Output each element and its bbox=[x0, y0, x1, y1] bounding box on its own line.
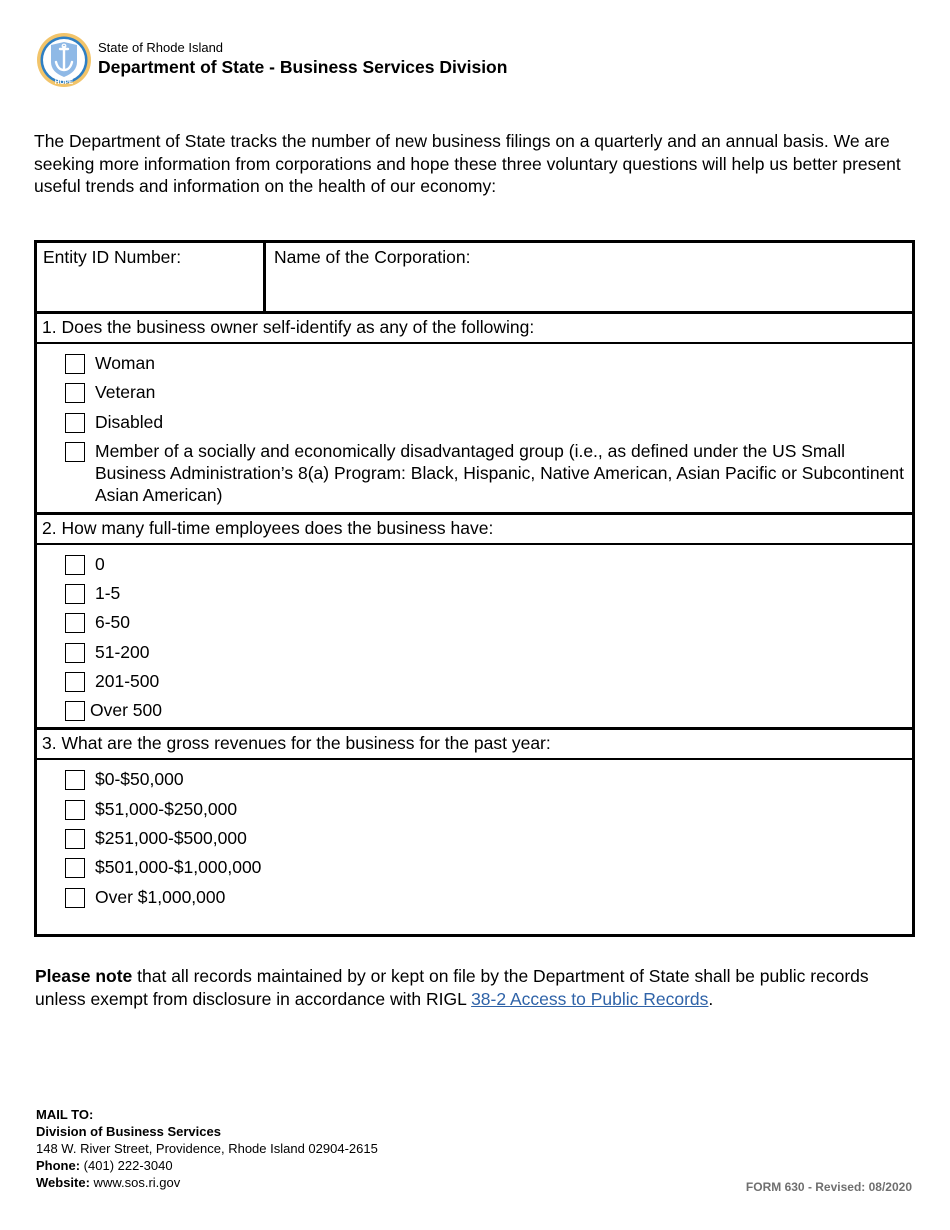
checkbox-employees-6-50[interactable] bbox=[65, 613, 85, 633]
option-label: Member of a socially and economically disadvantaged group (i.e., as defined under the US Small Business Administration’s 8(a) Program: Black, Hispanic, Native American, Asian Pacific or Subcontinent Asian American) bbox=[95, 440, 904, 505]
option-revenue-over-1m[interactable] bbox=[65, 886, 912, 908]
checkbox-employees-51-200[interactable] bbox=[65, 643, 85, 663]
question-1-heading: 1. Does the business owner self-identify as any of the following: bbox=[37, 314, 912, 344]
phone-line bbox=[36, 1157, 378, 1174]
option-revenue-0-50k[interactable] bbox=[65, 768, 912, 790]
division-name: Division of Business Services bbox=[36, 1124, 221, 1139]
option-label: Over $1,000,000 bbox=[95, 886, 226, 907]
question-2-heading: 2. How many full-time employees does the business have: bbox=[37, 515, 912, 545]
intro-paragraph: The Department of State tracks the number of new business filings on a quarterly and an annual basis. We are seeking more information from corporations and hope these three voluntary questions will help us better present useful trends and information on the health of our economy: bbox=[34, 131, 901, 196]
website-label: Website: bbox=[36, 1175, 90, 1190]
option-label: 0 bbox=[95, 553, 105, 574]
checkbox-revenue-251k-500k[interactable] bbox=[65, 829, 85, 849]
identification-row bbox=[37, 243, 912, 314]
rhode-island-seal-icon bbox=[36, 32, 92, 88]
option-label: $0-$50,000 bbox=[95, 769, 184, 790]
form-revision-label: FORM 630 - Revised: 08/2020 bbox=[745, 1180, 912, 1194]
option-label: 1-5 bbox=[95, 583, 121, 604]
option-label: Over 500 bbox=[90, 700, 162, 721]
option-employees-51-200[interactable] bbox=[65, 641, 912, 663]
corporation-name-label: Name of the Corporation: bbox=[274, 247, 471, 267]
option-employees-1-5[interactable] bbox=[65, 582, 912, 604]
note-lead: Please note bbox=[35, 966, 133, 986]
option-disadvantaged-group[interactable] bbox=[65, 440, 912, 506]
department-title: Department of State - Business Services Division bbox=[98, 57, 508, 77]
state-name: State of Rhode Island bbox=[98, 40, 224, 55]
option-employees-over-500[interactable] bbox=[65, 699, 912, 721]
question-2-options bbox=[37, 545, 912, 730]
option-employees-201-500[interactable] bbox=[65, 670, 912, 692]
option-label: $501,000-$1,000,000 bbox=[95, 857, 262, 878]
option-woman[interactable] bbox=[65, 352, 912, 374]
checkbox-veteran[interactable] bbox=[65, 383, 85, 403]
option-label: 201-500 bbox=[95, 671, 160, 692]
checkbox-revenue-over-1m[interactable] bbox=[65, 888, 85, 908]
option-disabled[interactable] bbox=[65, 411, 912, 433]
checkbox-employees-0[interactable] bbox=[65, 555, 85, 575]
option-label: Veteran bbox=[95, 382, 156, 403]
option-label: $251,000-$500,000 bbox=[95, 827, 247, 848]
question-3-heading: 3. What are the gross revenues for the business for the past year: bbox=[37, 730, 912, 760]
option-revenue-501k-1m[interactable] bbox=[65, 856, 912, 878]
checkbox-revenue-51k-250k[interactable] bbox=[65, 800, 85, 820]
phone-label: Phone: bbox=[36, 1158, 81, 1173]
question-3-options bbox=[37, 760, 912, 933]
svg-text:HOPE: HOPE bbox=[54, 79, 74, 86]
option-employees-6-50[interactable] bbox=[65, 611, 912, 633]
note-trailing: . bbox=[708, 988, 714, 1009]
website-line bbox=[36, 1174, 378, 1191]
option-revenue-51k-250k[interactable] bbox=[65, 798, 912, 820]
checkbox-employees-1-5[interactable] bbox=[65, 584, 85, 604]
phone-number: (401) 222-3040 bbox=[80, 1158, 173, 1173]
survey-form bbox=[34, 240, 915, 937]
street-address: 148 W. River Street, Providence, Rhode Island 02904-2615 bbox=[36, 1141, 378, 1156]
mailing-address bbox=[36, 1106, 378, 1191]
option-veteran[interactable] bbox=[65, 381, 912, 403]
mail-to-heading: MAIL TO: bbox=[36, 1107, 94, 1122]
checkbox-revenue-0-50k[interactable] bbox=[65, 770, 85, 790]
entity-id-field[interactable] bbox=[37, 243, 266, 311]
option-label: 51-200 bbox=[95, 641, 150, 662]
public-records-link[interactable]: 38-2 Access to Public Records bbox=[471, 988, 709, 1009]
website-url: www.sos.ri.gov bbox=[89, 1175, 181, 1190]
checkbox-woman[interactable] bbox=[65, 354, 85, 374]
option-label: Woman bbox=[95, 353, 155, 373]
question-1-options bbox=[37, 344, 912, 515]
option-label: 6-50 bbox=[95, 612, 131, 633]
option-revenue-251k-500k[interactable] bbox=[65, 827, 912, 849]
option-employees-0[interactable] bbox=[65, 553, 912, 575]
checkbox-employees-over-500[interactable] bbox=[65, 701, 85, 721]
checkbox-employees-201-500[interactable] bbox=[65, 672, 85, 692]
public-records-note bbox=[35, 965, 915, 1010]
checkbox-disabled[interactable] bbox=[65, 413, 85, 433]
corporation-name-field[interactable] bbox=[266, 243, 912, 311]
page-header bbox=[36, 32, 507, 88]
option-label: $51,000-$250,000 bbox=[95, 798, 238, 819]
note-text: that all records maintained by or kept on file by the Department of State shall be public records unless exempt from disclosure in accordance with RIGL bbox=[35, 966, 869, 1009]
option-label: Disabled bbox=[95, 411, 164, 432]
checkbox-disadvantaged-group[interactable] bbox=[65, 442, 85, 462]
checkbox-revenue-501k-1m[interactable] bbox=[65, 858, 85, 878]
entity-id-label: Entity ID Number: bbox=[43, 247, 182, 267]
